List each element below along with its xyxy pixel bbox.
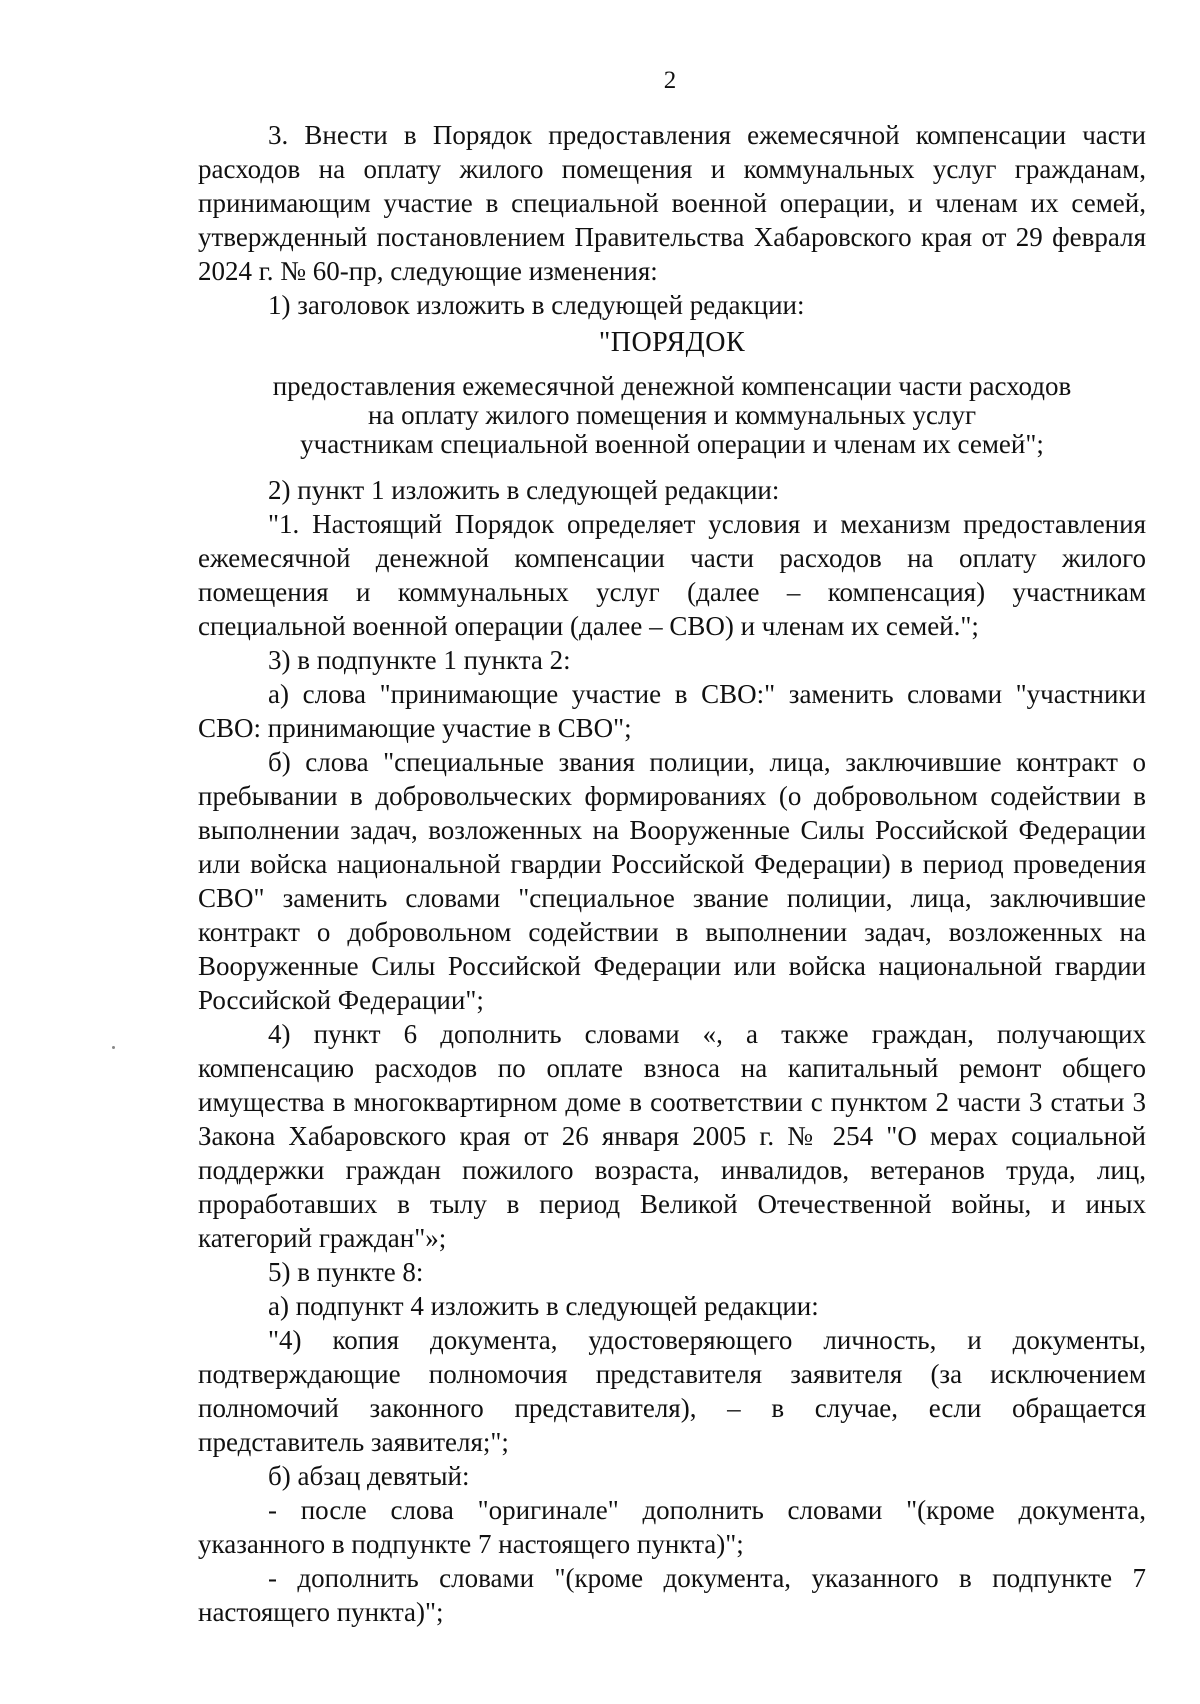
quoted-title-line-2: на оплату жилого помещения и коммунальных услуг <box>367 400 977 430</box>
page-number: 2 <box>663 67 677 94</box>
paragraph-quoted-clause-4: "4) копия документа, удостоверяющего личность, и документы, подтверждающие полномочия представителя заявителя (за исключением полномочий законного представителя), – в случае, если обращается представитель заявителя;"; <box>198 1325 1146 1457</box>
paragraph-subitem-1: 1) заголовок изложить в следующей редакции: <box>268 290 805 320</box>
paragraph-subitem-4: 4) пункт 6 дополнить словами «, а также граждан, получающих компенсацию расходов по оплате взноса на капитальный ремонт общего имущества в многоквартирном доме в соответствии с пунктом 2 части 3 статьи 3 Закона Хабаровского края от 26 января 2005 г. № 254 "О мерах социальной поддержки граждан пожилого возраста, инвалидов, ветеранов труда, лиц, проработавших в тылу в период Великой Отечественной войны, и иных категорий граждан"»; <box>198 1019 1146 1253</box>
paragraph-subitem-3b: б) слова "специальные звания полиции, лица, заключившие контракт о пребывании в добровольческих формированиях (о добровольном содействии в выполнении задач, возложенных на Вооруженные Силы Российской Федерации или войска национальной гвардии Российской Федерации) в период проведения СВО" заменить словами "специальное звание полиции, лица, заключившие контракт о добровольном содействии в выполнении задач, возложенных на Вооруженные Силы Российской Федерации или войска национальной гвардии Российской Федерации"; <box>198 747 1146 1015</box>
paragraph-item-3: 3. Внести в Порядок предоставления ежемесячной компенсации части расходов на оплату жилого помещения и коммунальных услуг гражданам, принимающим участие в специальной военной операции, и членам их семей, утвержденный постановлением Правительства Хабаровского края от 29 февраля 2024 г. № 60-пр, следующие изменения: <box>198 120 1146 286</box>
quoted-title-line-1: предоставления ежемесячной денежной компенсации части расходов <box>272 371 1072 401</box>
paragraph-subitem-5: 5) в пункте 8: <box>268 1257 424 1287</box>
paragraph-quoted-clause-1: "1. Настоящий Порядок определяет условия и механизм предоставления ежемесячной денежной компенсации части расходов на оплату жилого помещения и коммунальных услуг (далее – компенсация) участникам специальной военной операции (далее – СВО) и членам их семей."; <box>198 509 1146 641</box>
paragraph-subitem-3a: а) слова "принимающие участие в СВО:" заменить словами "участники СВО: принимающие участие в СВО"; <box>198 679 1146 743</box>
paragraph-subitem-2: 2) пункт 1 изложить в следующей редакции: <box>268 475 780 505</box>
scan-speck <box>112 1046 115 1049</box>
document-body <box>198 118 1146 1629</box>
paragraph-subitem-5b: б) абзац девятый: <box>268 1461 470 1491</box>
paragraph-dash-item-1: - после слова "оригинале" дополнить словами "(кроме документа, указанного в подпункте 7 настоящего пункта)"; <box>198 1495 1146 1559</box>
quoted-title-line-3: участникам специальной военной операции и членам их семей"; <box>300 429 1044 459</box>
quoted-title-heading: "ПОРЯДОК <box>598 327 746 358</box>
quoted-title-block <box>198 372 1146 459</box>
paragraph-subitem-3: 3) в подпункте 1 пункта 2: <box>268 645 571 675</box>
paragraph-subitem-5a: а) подпункт 4 изложить в следующей редакции: <box>268 1291 819 1321</box>
paragraph-dash-item-2: - дополнить словами "(кроме документа, указанного в подпункте 7 настоящего пункта)"; <box>198 1563 1146 1627</box>
